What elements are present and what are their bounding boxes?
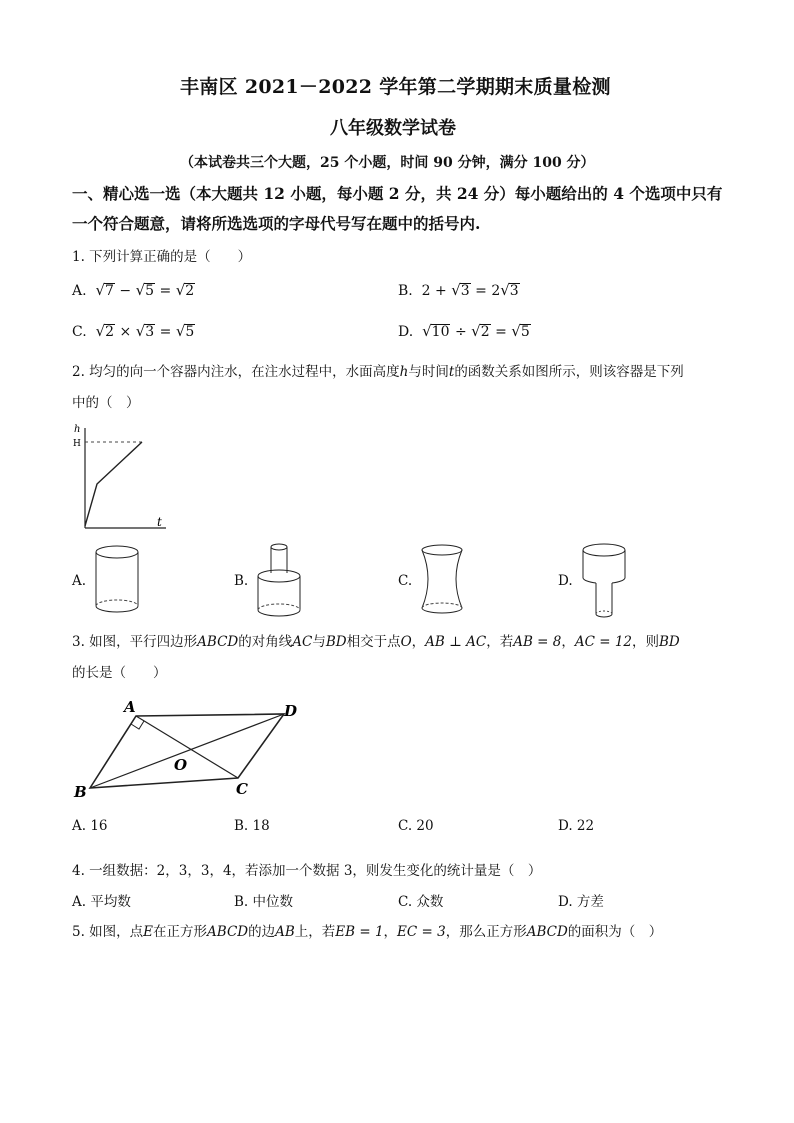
q1-a-op: −: [119, 283, 132, 299]
q1-option-d: D. √10 ÷ √2 = √5: [398, 322, 530, 340]
q1-c-eq: =: [159, 324, 172, 340]
q2-option-d-label: D.: [558, 573, 573, 589]
q5-stem: 5. 如图，点E在正方形ABCD的边AB上，若EB = 1，EC = 3，那么正方形ABCD的面积为（ ）: [72, 924, 663, 940]
q5-stem-a: 5. 如图，点: [72, 924, 144, 940]
q3-stem-d: 相交于点: [346, 634, 401, 650]
q2-height-time-graph: [60, 420, 180, 535]
q5-ab: AB: [275, 924, 295, 940]
q1-a-eq: =: [159, 283, 172, 299]
q1-stem: 1. 下列计算正确的是（ ）: [72, 249, 252, 265]
q3-bd: BD: [325, 634, 347, 650]
q1-b-eq: = 2: [475, 283, 501, 299]
q1-a-radicand2: 5: [145, 283, 155, 299]
q1-b-radicand1: 3: [460, 283, 470, 299]
q3-cond3: AC = 12: [574, 634, 633, 650]
q3-stem-line1: 3. 如图，平行四边形ABCD的对角线AC与BD相交于点O，AB ⊥ AC，若AB = 8，AC = 12，则BD: [72, 634, 680, 650]
q5-stem-c: 的边: [248, 924, 276, 940]
q1-d-radicand2: 2: [480, 324, 490, 340]
q3-diagonal-bd: [90, 714, 284, 788]
section1-heading-line2: 一个符合题意，请将所选选项的字母代号写在题中的括号内.: [72, 214, 481, 233]
q2-option-c-label: C.: [398, 573, 413, 589]
q2-option-b-label: B.: [234, 573, 249, 589]
q2-var-t: t: [448, 364, 455, 380]
q3-label-c: C: [236, 780, 248, 798]
q3-cond2: AB = 8: [513, 634, 562, 650]
q3-option-a: A. 16: [72, 818, 108, 834]
q1-d-eq: =: [495, 324, 507, 340]
q3-label-b: B: [74, 783, 87, 801]
q2-graph-curve: [85, 442, 142, 526]
q5-abcd2: ABCD: [526, 924, 568, 940]
q1-d-op: ÷: [454, 324, 467, 340]
q3-stem-line2: 的长是（ ）: [72, 665, 167, 681]
q3-abcd: ABCD: [197, 634, 239, 650]
q1-option-b-label: B.: [398, 283, 413, 299]
q4-option-c: C. 众数: [398, 894, 444, 910]
q1-c-radicand1: 2: [105, 324, 115, 340]
q2-container-c-hourglass-icon: [419, 543, 469, 617]
q1-option-d-label: D.: [398, 324, 414, 340]
q2-container-a-cylinder-icon: [94, 544, 144, 616]
q1-option-c: C. √2 × √3 = √5: [72, 322, 195, 340]
q2-stem-line2: 中的（ ）: [72, 395, 140, 411]
q4-option-d: D. 方差: [558, 894, 604, 910]
q2-container-d-narrow-bottom-icon: [581, 542, 633, 620]
q3-stem-c: 与: [312, 634, 326, 650]
q3-option-b: B. 18: [234, 818, 270, 834]
q3-label-a: A: [124, 698, 136, 716]
q5-cond1: EB = 1: [335, 924, 384, 940]
q3-option-d: D. 22: [558, 818, 595, 834]
q3-label-o: O: [174, 756, 188, 774]
exam-note: （本试卷共三个大题，25 个小题，时间 90 分钟，满分 100 分）: [180, 155, 595, 171]
q4-option-a: A. 平均数: [72, 894, 131, 910]
q1-c-op: ×: [119, 324, 132, 340]
q1-b-pre: 2 +: [421, 283, 447, 299]
q2-graph-x-label: t: [157, 515, 162, 529]
q2-graph-h-mark: H: [73, 439, 81, 449]
q1-option-a: A. √7 − √5 = √2: [72, 281, 195, 299]
q1-option-b: B. 2 + √3 = 2√3: [398, 281, 519, 299]
q1-option-c-label: C.: [72, 324, 87, 340]
q3-o: O: [400, 634, 412, 650]
q3-option-c: C. 20: [398, 818, 434, 834]
q2-stem-b: 与时间: [408, 364, 449, 380]
q2-stem-c: 的函数关系如图所示，则该容器是下列: [454, 364, 684, 380]
q3-stem-e: ，若: [486, 634, 514, 650]
q1-a-radicand1: 7: [105, 283, 114, 299]
q2-graph-y-label: h: [74, 424, 81, 435]
q2-var-h: h: [399, 364, 409, 380]
q5-stem-f: 的面积为（ ）: [567, 924, 663, 940]
q4-option-b: B. 中位数: [234, 894, 294, 910]
section1-heading-line1: 一、精心选一选（本大题共 12 小题，每小题 2 分，共 24 分）每小题给出的 4 个选项中只有: [72, 184, 723, 203]
exam-title: 丰南区 2021－2022 学年第二学期期末质量检测: [180, 76, 611, 98]
q3-ac: AC: [292, 634, 313, 650]
q5-cond2: EC = 3: [397, 924, 446, 940]
q3-stem-a: 3. 如图，平行四边形: [72, 634, 198, 650]
q1-d-radicand3: 5: [520, 324, 530, 340]
q2-container-b-narrow-top-icon: [256, 540, 308, 618]
q1-c-radicand3: 5: [185, 324, 195, 340]
q2-option-a-label: A.: [72, 573, 87, 589]
q3-cond1: AB ⊥ AC: [425, 634, 487, 650]
q2-stem-a: 2. 均匀的向一个容器内注水，在注水过程中，水面高度: [72, 364, 400, 380]
q3-bd2: BD: [659, 634, 680, 650]
q5-stem-d: 上，若: [294, 924, 336, 940]
exam-subtitle: 八年级数学试卷: [330, 118, 456, 139]
q4-stem: 4. 一组数据：2，3，3，4，若添加一个数据 3，则发生变化的统计量是（ ）: [72, 863, 542, 879]
q3-label-d: D: [284, 702, 298, 720]
q3-stem-f: ，则: [632, 634, 660, 650]
q1-b-radicand2: 3: [509, 283, 519, 299]
q5-stem-e: ，那么正方形: [445, 924, 527, 940]
q3-parallelogram-figure: [70, 696, 320, 806]
q2-stem-line1: [72, 360, 684, 380]
q1-c-radicand2: 3: [145, 324, 155, 340]
q5-abcd: ABCD: [207, 924, 249, 940]
q5-e: E: [143, 924, 154, 940]
q3-stem-b: 的对角线: [238, 634, 293, 650]
q1-d-radicand1: 10: [431, 324, 450, 340]
q1-option-a-label: A.: [72, 283, 87, 299]
q1-a-radicand3: 2: [185, 283, 195, 299]
q5-stem-b: 在正方形: [153, 924, 208, 940]
